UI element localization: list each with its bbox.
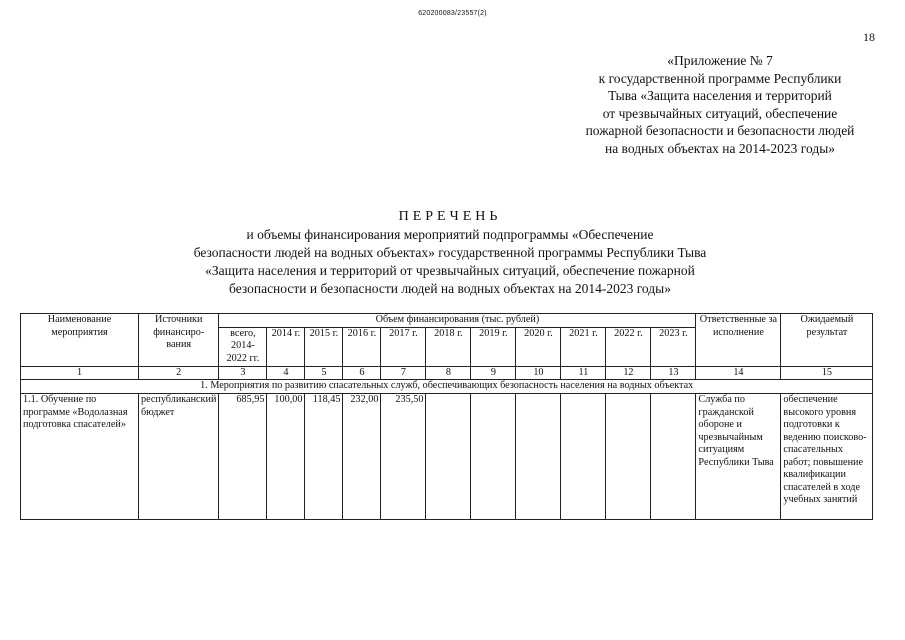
cell-year-value bbox=[426, 394, 471, 520]
title-line: и объемы финансирования мероприятий подпрограммы «Обеспечение bbox=[246, 227, 654, 242]
column-number: 10 bbox=[516, 366, 561, 380]
title-line: безопасности людей на водных объектах» государственной программы Республики Тыва bbox=[193, 245, 707, 260]
column-number: 9 bbox=[471, 366, 516, 380]
header-volume-group: Объем финансирования (тыс. рублей) bbox=[219, 314, 696, 328]
cell-responsible: Служба по гражданской обороне и чрезвычайным ситуациям Республики Тыва bbox=[696, 394, 781, 520]
column-number: 11 bbox=[561, 366, 606, 380]
header-row bbox=[21, 314, 873, 328]
appendix-line: от чрезвычайных ситуаций, обеспечение bbox=[602, 105, 838, 121]
appendix-line: к государственной программе Республики bbox=[598, 70, 842, 86]
column-number-row bbox=[21, 366, 873, 380]
page-number: 18 bbox=[863, 30, 875, 44]
cell-year-value: 232,00 bbox=[343, 394, 381, 520]
column-number: 1 bbox=[21, 366, 139, 380]
cell-expected: обеспечение высокого уровня подготовки к ведению поисково-спасательных работ; повышение квалификации спасателей в ходе учебных занятий bbox=[781, 394, 873, 520]
cell-name: 1.1. Обучение по программе «Водолазная подготовка спасателей» bbox=[21, 394, 139, 520]
header-year: 2023 г. bbox=[651, 327, 696, 366]
appendix-header bbox=[540, 52, 900, 157]
header-year: 2019 г. bbox=[471, 327, 516, 366]
header-expected: Ожидаемый результат bbox=[781, 314, 873, 367]
header-year: 2021 г. bbox=[561, 327, 606, 366]
cell-year-value: 100,00 bbox=[267, 394, 305, 520]
header-year: 2016 г. bbox=[343, 327, 381, 366]
column-number: 13 bbox=[651, 366, 696, 380]
column-number: 8 bbox=[426, 366, 471, 380]
column-number: 15 bbox=[781, 366, 873, 380]
appendix-line: на водных объектах на 2014-2023 годы» bbox=[604, 140, 836, 156]
appendix-line: Тыва «Защита населения и территорий bbox=[608, 88, 832, 103]
cell-total: 685,95 bbox=[219, 394, 267, 520]
table-row bbox=[21, 394, 873, 520]
header-name: Наименование мероприятия bbox=[21, 314, 139, 367]
financing-table bbox=[20, 313, 873, 520]
header-year: 2018 г. bbox=[426, 327, 471, 366]
header-year: 2020 г. bbox=[516, 327, 561, 366]
document-title bbox=[140, 208, 760, 298]
cell-year-value bbox=[651, 394, 696, 520]
column-number: 5 bbox=[305, 366, 343, 380]
cell-year-value: 118,45 bbox=[305, 394, 343, 520]
section-row bbox=[21, 380, 873, 394]
column-number: 6 bbox=[343, 366, 381, 380]
cell-year-value bbox=[516, 394, 561, 520]
cell-source: республиканский бюджет bbox=[139, 394, 219, 520]
appendix-line: пожарной безопасности и безопасности людей bbox=[585, 123, 855, 138]
cell-year-value bbox=[471, 394, 516, 520]
title-line: безопасности и безопасности людей на водных объектах на 2014-2023 годы» bbox=[229, 281, 671, 296]
column-number: 14 bbox=[696, 366, 781, 380]
column-number: 12 bbox=[606, 366, 651, 380]
header-responsible: Ответственные за исполнение bbox=[696, 314, 781, 367]
header-total: всего, 2014-2022 гг. bbox=[219, 327, 267, 366]
column-number: 2 bbox=[139, 366, 219, 380]
header-year: 2015 г. bbox=[305, 327, 343, 366]
section-title: 1. Мероприятия по развитию спасательных служб, обеспечивающих безопасность населения на водных объектах bbox=[21, 380, 873, 394]
column-number: 3 bbox=[219, 366, 267, 380]
document-id: 620200083/23557(2) bbox=[418, 10, 487, 17]
header-year: 2022 г. bbox=[606, 327, 651, 366]
cell-year-value: 235,50 bbox=[381, 394, 426, 520]
title-line: «Защита населения и территорий от чрезвычайных ситуаций, обеспечение пожарной bbox=[205, 263, 695, 278]
cell-year-value bbox=[561, 394, 606, 520]
column-number: 4 bbox=[267, 366, 305, 380]
cell-year-value bbox=[606, 394, 651, 520]
header-year: 2017 г. bbox=[381, 327, 426, 366]
appendix-line: «Приложение № 7 bbox=[667, 53, 773, 68]
header-year: 2014 г. bbox=[267, 327, 305, 366]
column-number: 7 bbox=[381, 366, 426, 380]
title-main: ПЕРЕЧЕНЬ bbox=[398, 209, 502, 224]
header-sources: Источники финансиро-вания bbox=[139, 314, 219, 367]
